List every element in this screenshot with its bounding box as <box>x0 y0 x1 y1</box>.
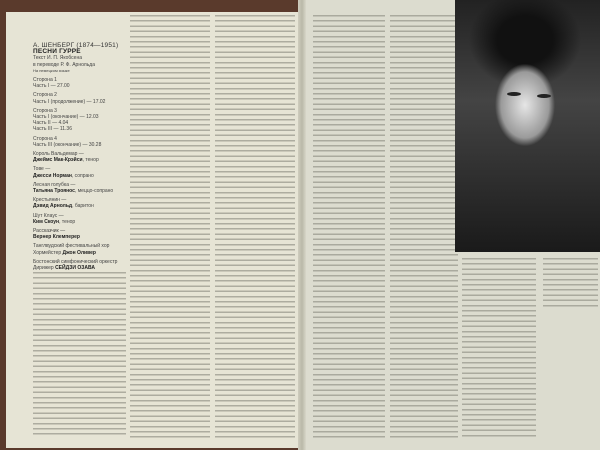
gatefold-crease <box>298 0 306 450</box>
cast-role: Рассказчик — <box>33 228 66 235</box>
essay-column <box>313 15 385 440</box>
track: Часть I — 27.00 <box>33 83 70 90</box>
track: Часть II — 4.04 <box>33 120 69 127</box>
cast-role: Крестьянин — <box>33 197 67 204</box>
essay-column <box>462 258 536 440</box>
conductor-label: Дирижер <box>33 265 56 272</box>
performer-voice: , баритон <box>72 203 94 210</box>
choir-master: Джон Оливер <box>62 249 96 256</box>
cast-role: Лесная голубка — <box>33 181 76 188</box>
essay-column <box>130 15 210 440</box>
choir-master-label: Хормейстер <box>33 249 63 256</box>
track: Часть I (окончание) — 12.03 <box>33 114 99 121</box>
composer-title: А. ШЕНБЕРГ (1874—1951) <box>33 42 119 49</box>
performer-name: Ким Скоун <box>33 218 60 225</box>
photo-caption <box>543 258 598 310</box>
performer-name: Джеймс Мак-Крэйси <box>33 157 83 164</box>
text-author: Текст И. П. Якобсена <box>33 55 82 62</box>
side-label: Сторона 1 <box>33 77 57 84</box>
essay-column <box>33 272 126 437</box>
performer-name: Вернер Клемперер <box>33 234 80 241</box>
performer-voice: , сопрано <box>71 172 94 179</box>
cast-role: Король Вальдемар — <box>33 151 84 158</box>
essay-column <box>215 15 295 440</box>
track: Часть III — 11.36 <box>33 126 72 133</box>
work-title: ПЕСНИ ГУРРЕ <box>33 48 81 56</box>
cast-performer <box>33 157 129 163</box>
performer-voice: , меццо-сопрано <box>74 188 114 195</box>
performer-voice: , тенор <box>59 218 76 225</box>
cast-performer <box>33 173 129 179</box>
choir: Танглвудский фестивальный хор <box>33 243 110 250</box>
performer-name: Джесси Норман <box>33 172 72 179</box>
side-label: Сторона 4 <box>33 135 57 142</box>
conductor: СЕЙДЗИ ОЗАВА <box>55 265 95 272</box>
performer-voice: , тенор <box>82 157 99 164</box>
language: На немецком языке <box>33 67 70 73</box>
cast-role: Шут Клаус — <box>33 212 64 219</box>
performer-name: Татьяна Троянос <box>33 188 75 195</box>
cast-performer <box>33 188 129 194</box>
essay-column <box>390 15 458 440</box>
translation: в переводе Р. Ф. Арнольда <box>33 61 95 68</box>
portrait-photo <box>455 0 600 252</box>
cast-performer <box>33 234 129 240</box>
performer-name: Дэвид Арнольд <box>33 203 73 210</box>
track: Часть III (окончание) — 30.28 <box>33 141 102 148</box>
credits-block <box>33 43 129 271</box>
track: Часть I (продолжение) — 17.02 <box>33 98 106 105</box>
photo-eye <box>507 92 521 96</box>
side-label: Сторона 3 <box>33 107 57 114</box>
photo-eye <box>537 94 551 98</box>
cast-role: Тове — <box>33 166 51 173</box>
side-label: Сторона 2 <box>33 92 57 99</box>
cast-performer <box>33 203 129 209</box>
cast-performer <box>33 219 129 225</box>
orchestra: Бостонский симфонический оркестр <box>33 258 118 265</box>
